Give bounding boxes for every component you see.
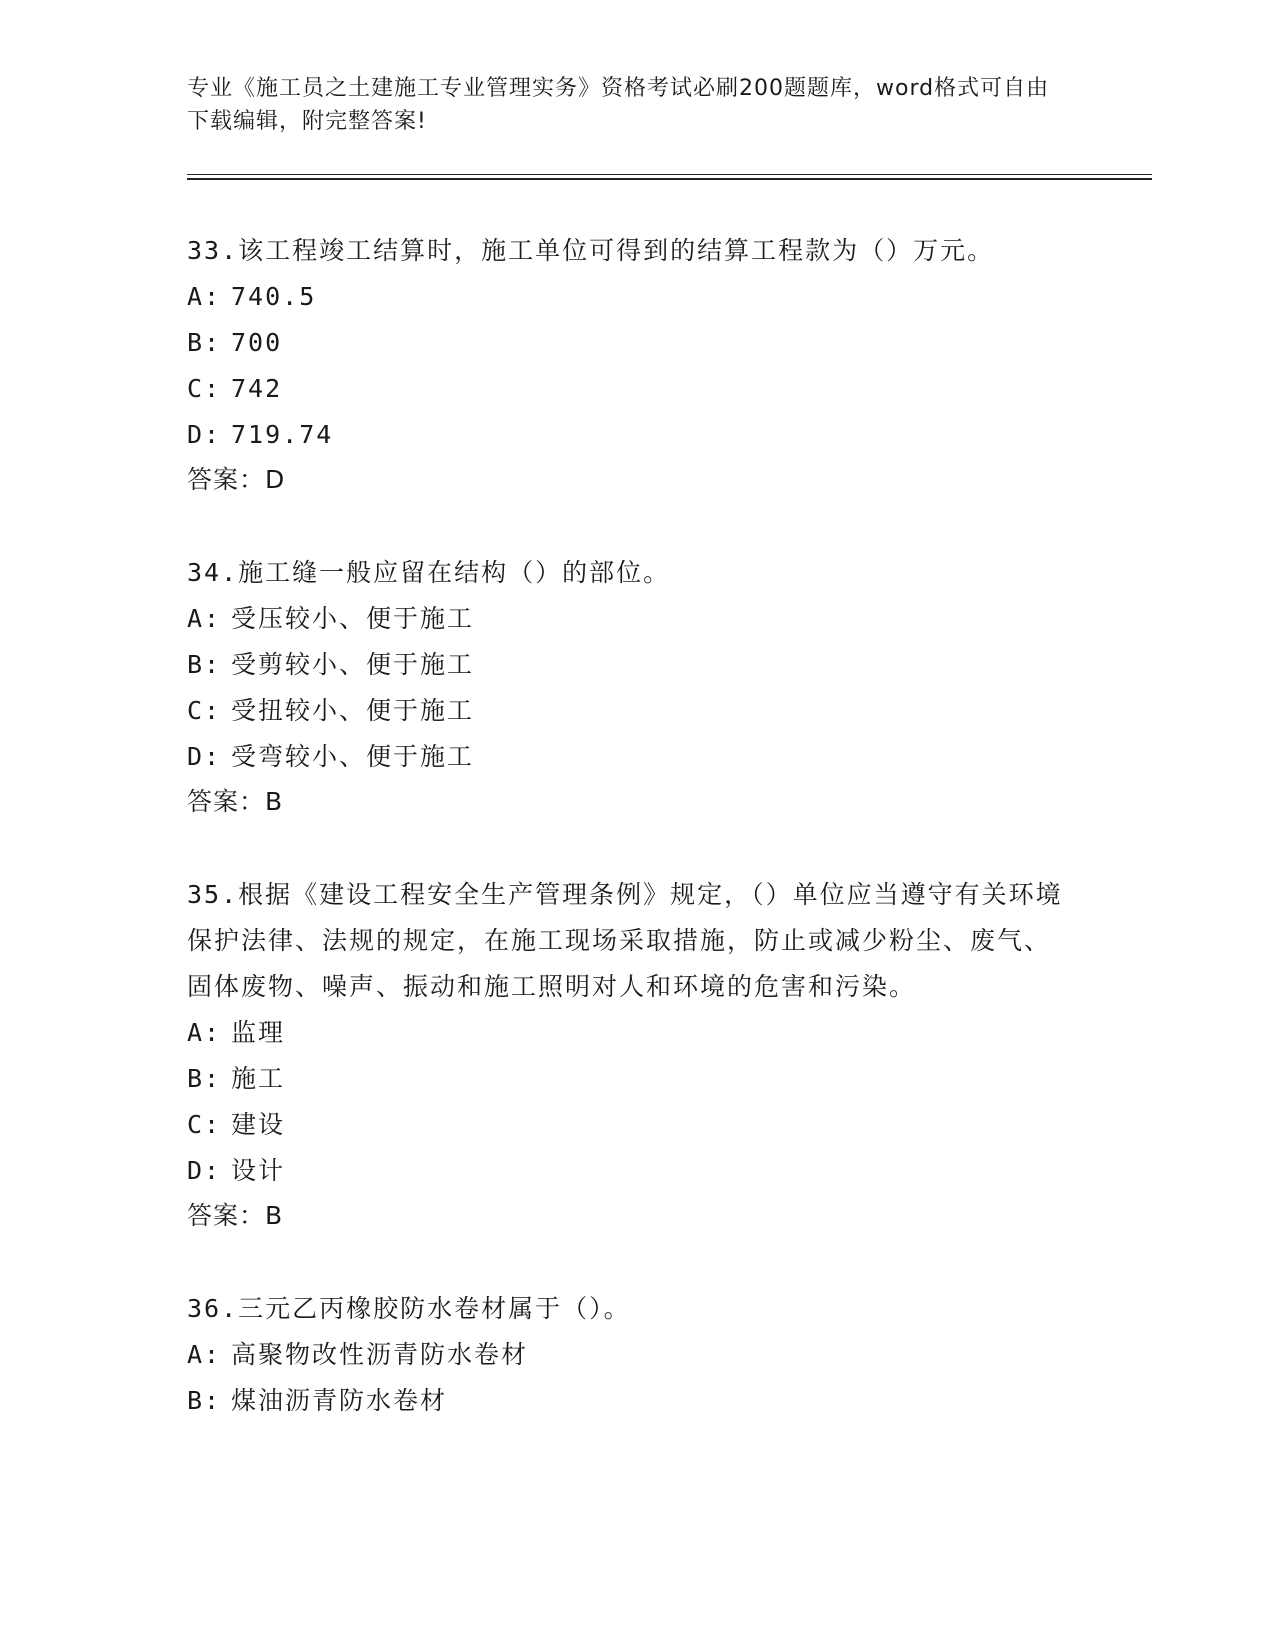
- option-letter: C:: [187, 374, 222, 403]
- option-text: 742: [231, 374, 283, 403]
- option-letter: B:: [187, 1386, 222, 1415]
- option-c: [187, 1102, 1152, 1148]
- option-b: [187, 642, 1152, 688]
- option-text: 719.74: [231, 420, 334, 449]
- option-a: [187, 1332, 1152, 1378]
- option-text: 监理: [231, 1018, 286, 1047]
- option-c: [187, 688, 1152, 734]
- question-34: [187, 550, 1152, 824]
- option-c: [187, 366, 1152, 412]
- option-letter: A:: [187, 1340, 222, 1369]
- option-letter: A:: [187, 1018, 222, 1047]
- option-letter: D:: [187, 420, 222, 449]
- option-letter: B:: [187, 1064, 222, 1093]
- option-a: [187, 1010, 1152, 1056]
- option-text: 740.5: [231, 282, 317, 311]
- option-letter: A:: [187, 282, 222, 311]
- question-stem: 33.该工程竣工结算时，施工单位可得到的结算工程款为（）万元。: [187, 236, 995, 265]
- option-a: [187, 596, 1152, 642]
- option-a: [187, 274, 1152, 320]
- option-letter: C:: [187, 1110, 222, 1139]
- answer: 答案：B: [187, 787, 284, 816]
- option-text: 设计: [231, 1156, 286, 1185]
- option-text: 受压较小、便于施工: [231, 604, 475, 633]
- question-35: [187, 872, 1152, 1238]
- option-d: [187, 734, 1152, 780]
- option-text: 高聚物改性沥青防水卷材: [231, 1340, 529, 1369]
- option-letter: D:: [187, 742, 222, 771]
- question-stem: 36.三元乙丙橡胶防水卷材属于（）。: [187, 1294, 631, 1323]
- option-letter: B:: [187, 328, 222, 357]
- question-36: [187, 1286, 1152, 1424]
- option-b: [187, 1056, 1152, 1102]
- question-stem: 35.根据《建设工程安全生产管理条例》规定，（）单位应当遵守有关环境保护法律、法规的规定，在施工现场采取措施，防止或减少粉尘、废气、固体废物、噪声、振动和施工照明对人和环境的危害和污染。: [187, 880, 1063, 1001]
- question-33: [187, 228, 1152, 502]
- option-letter: B:: [187, 650, 222, 679]
- option-d: [187, 1148, 1152, 1194]
- option-d: [187, 412, 1152, 458]
- option-text: 受剪较小、便于施工: [231, 650, 475, 679]
- question-stem: 34.施工缝一般应留在结构（）的部位。: [187, 558, 671, 587]
- option-text: 受扭较小、便于施工: [231, 696, 475, 725]
- option-text: 建设: [231, 1110, 286, 1139]
- answer: 答案：D: [187, 465, 286, 494]
- option-b: [187, 1378, 1152, 1424]
- option-text: 700: [231, 328, 283, 357]
- option-text: 受弯较小、便于施工: [231, 742, 475, 771]
- option-letter: D:: [187, 1156, 222, 1185]
- option-letter: C:: [187, 696, 222, 725]
- option-letter: A:: [187, 604, 222, 633]
- option-text: 煤油沥青防水卷材: [231, 1386, 448, 1415]
- option-text: 施工: [231, 1064, 286, 1093]
- answer: 答案：B: [187, 1201, 284, 1230]
- document-intro: 专业《施工员之土建施工专业管理实务》资格考试必刷200题题库，word格式可自由下载编辑，附完整答案!: [187, 76, 1050, 134]
- document-page: [187, 72, 1152, 1424]
- header-divider: [187, 174, 1152, 180]
- option-b: [187, 320, 1152, 366]
